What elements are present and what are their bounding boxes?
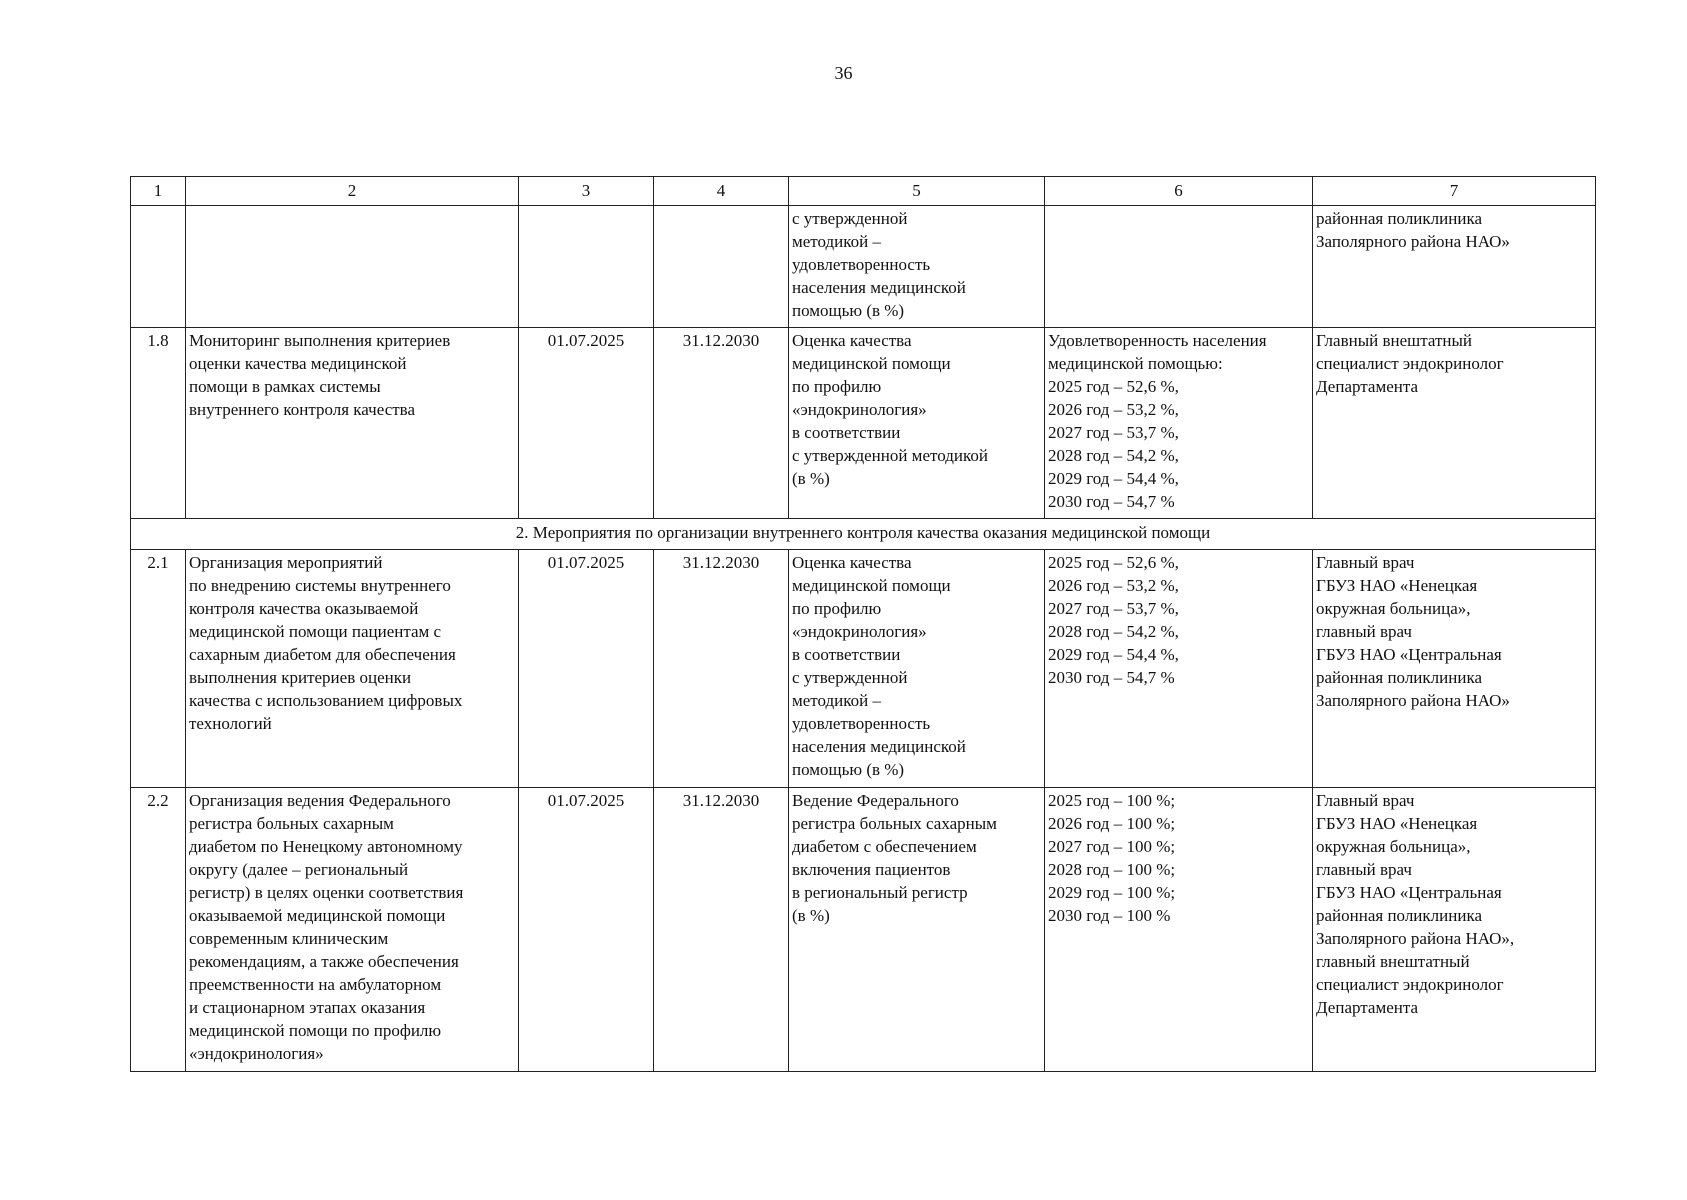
start-date-cell: 01.07.2025 (519, 788, 654, 1072)
section-title: 2. Мероприятия по организации внутреннего контроля качества оказания медицинской помощи (131, 519, 1596, 550)
end-date-cell: 31.12.2030 (654, 328, 789, 519)
column-number: 5 (789, 177, 1045, 206)
indicator-cell: Ведение Федерального регистра больных сахарным диабетом с обеспечением включения пациентов в региональный регистр (в %) (789, 788, 1045, 1072)
section-heading-row (131, 519, 1596, 550)
page-number: 36 (834, 63, 853, 83)
event-cell: Мониторинг выполнения критериев оценки качества медицинской помощи в рамках системы внутреннего контроля качества (186, 328, 519, 519)
indicator-cell: Оценка качества медицинской помощи по профилю «эндокринология» в соответствии с утвержденной методикой (в %) (789, 328, 1045, 519)
responsible-cell: Главный врач ГБУЗ НАО «Ненецкая окружная больница», главный врач ГБУЗ НАО «Центральная районная поликлиника Заполярного района НАО», главный внештатный специалист эндокринолог Департамента (1313, 788, 1596, 1072)
event-cell: Организация мероприятий по внедрению системы внутреннего контроля качества оказываемой медицинской помощи пациентам с сахарным диабетом для обеспечения выполнения критериев оценки качества с использованием цифровых технологий (186, 550, 519, 788)
values-cell: 2025 год – 52,6 %, 2026 год – 53,2 %, 2027 год – 53,7 %, 2028 год – 54,2 %, 2029 год – 54,4 %, 2030 год – 54,7 % (1045, 550, 1313, 788)
event-cell: Организация ведения Федерального регистра больных сахарным диабетом по Ненецкому автономному округу (далее – региональный регистр) в целях оценки соответствия оказываемой медицинской помощи современным клиническим рекомендациям, а также обеспечения преемственности на амбулаторном и стационарном этапах оказания медицинской помощи по профилю «эндокринология» (186, 788, 519, 1072)
indicator-cell: с утвержденной методикой – удовлетворенность населения медицинской помощью (в %) (789, 206, 1045, 328)
row-number: 2.1 (131, 550, 186, 788)
column-number: 3 (519, 177, 654, 206)
end-date-cell (654, 206, 789, 328)
end-date-cell: 31.12.2030 (654, 788, 789, 1072)
start-date-cell (519, 206, 654, 328)
column-number: 7 (1313, 177, 1596, 206)
responsible-cell: Главный внештатный специалист эндокринолог Департамента (1313, 328, 1596, 519)
table-row (131, 550, 1596, 788)
responsible-cell: Главный врач ГБУЗ НАО «Ненецкая окружная больница», главный врач ГБУЗ НАО «Центральная районная поликлиника Заполярного района НАО» (1313, 550, 1596, 788)
plan-table (130, 176, 1596, 1072)
responsible-cell: районная поликлиника Заполярного района НАО» (1313, 206, 1596, 328)
column-number: 6 (1045, 177, 1313, 206)
row-number: 1.8 (131, 328, 186, 519)
table-row (131, 788, 1596, 1072)
column-number: 4 (654, 177, 789, 206)
column-number: 2 (186, 177, 519, 206)
end-date-cell: 31.12.2030 (654, 550, 789, 788)
values-cell (1045, 206, 1313, 328)
table-row (131, 206, 1596, 328)
start-date-cell: 01.07.2025 (519, 328, 654, 519)
values-cell: 2025 год – 100 %; 2026 год – 100 %; 2027 год – 100 %; 2028 год – 100 %; 2029 год – 100 %; 2030 год – 100 % (1045, 788, 1313, 1072)
table-row (131, 328, 1596, 519)
start-date-cell: 01.07.2025 (519, 550, 654, 788)
row-number (131, 206, 186, 328)
values-cell: Удовлетворенность населения медицинской помощью: 2025 год – 52,6 %, 2026 год – 53,2 %, 2027 год – 53,7 %, 2028 год – 54,2 %, 2029 год – 54,4 %, 2030 год – 54,7 % (1045, 328, 1313, 519)
row-number: 2.2 (131, 788, 186, 1072)
column-number: 1 (131, 177, 186, 206)
indicator-cell: Оценка качества медицинской помощи по профилю «эндокринология» в соответствии с утвержденной методикой – удовлетворенность населения медицинской помощью (в %) (789, 550, 1045, 788)
column-number-row (131, 177, 1596, 206)
event-cell (186, 206, 519, 328)
